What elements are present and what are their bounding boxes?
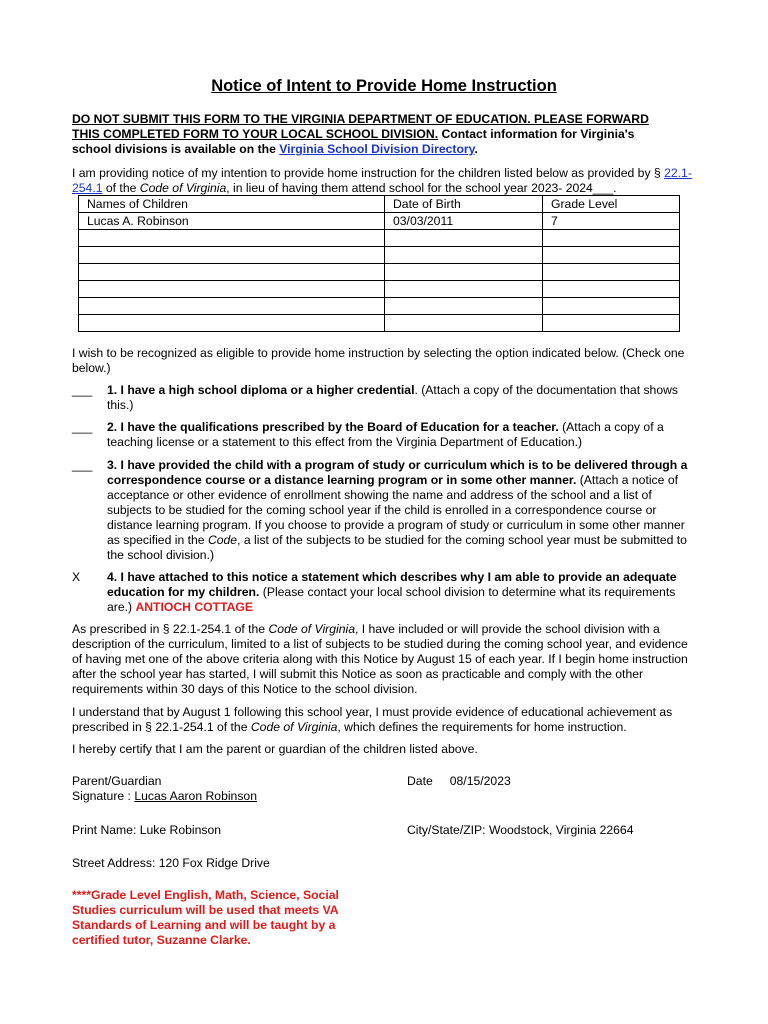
table-row <box>79 213 680 230</box>
option-2-checkmark[interactable]: ___ <box>72 420 93 434</box>
option-4-bold: 4. I have attached to this notice a statement which describes why I am able to provide an adequate education for my children. <box>107 570 677 599</box>
parent-guardian-label: Parent/Guardian <box>72 774 162 788</box>
child-grade-cell[interactable] <box>543 281 680 298</box>
option-1-bold: 1. I have a high school diploma or a higher credential <box>107 383 415 397</box>
para1-code: Code of Virginia <box>268 622 355 636</box>
header-names: Names of Children <box>79 196 385 213</box>
eligibility-instruction: I wish to be recognized as eligible to provide home instruction by selecting the option indicated below. (Check one below.) <box>72 346 685 375</box>
child-dob-cell[interactable]: 03/03/2011 <box>385 213 543 230</box>
child-dob-cell[interactable] <box>385 281 543 298</box>
curriculum-footnote: ****Grade Level English, Math, Science, Social Studies curriculum will be used that meets VA Standards of Learning and will be taught by a certified tutor, Suzanne Clarke. <box>72 888 339 947</box>
option-3-rest-b: , a list of the subjects to be studied for the coming school year must be submitted to the school division.) <box>107 533 687 562</box>
child-grade-cell[interactable] <box>543 298 680 315</box>
notice-line-3-pre: school divisions is available on the <box>72 142 280 156</box>
signature-block <box>72 774 372 804</box>
table-row <box>79 315 680 332</box>
child-name-cell[interactable] <box>79 298 385 315</box>
child-grade-cell[interactable] <box>543 264 680 281</box>
curriculum-paragraph <box>72 622 692 697</box>
date-field <box>407 774 511 789</box>
option-4-rest: (Please contact your local school division to determine what its requirements are.) <box>107 585 676 614</box>
option-2-rest: (Attach a copy of a teaching license or a statement to this effect from the Virginia Department of Education.) <box>107 420 664 449</box>
notice-line-2-rest: Contact information for Virginia's <box>438 127 635 141</box>
intro-text-3: , in lieu of having them attend school for the school year 2023- 2024___. <box>226 181 617 195</box>
child-name-cell[interactable] <box>79 281 385 298</box>
child-name-cell[interactable]: Lucas A. Robinson <box>79 213 385 230</box>
child-dob-cell[interactable] <box>385 298 543 315</box>
achievement-paragraph <box>72 705 692 735</box>
header-grade: Grade Level <box>543 196 680 213</box>
signature-line <box>72 789 372 804</box>
child-dob-cell[interactable] <box>385 230 543 247</box>
para2-b: , which defines the requirements for home instruction. <box>337 720 627 734</box>
print-name-field[interactable]: Print Name: Luke Robinson <box>72 823 222 837</box>
option-4-checkmark[interactable]: X <box>72 570 81 584</box>
table-row <box>79 247 680 264</box>
intro-text-2: of the <box>102 181 140 195</box>
option-3-rest-a: (Attach a notice of acceptance or other evidence of enrollment showing the name and address of the school and a list of subjects to be studied for the coming school year if the child is enrolled in a correspondence course or distance learning program. If you choose to provide a program of study or curriculum in some other manner as specified in the <box>107 473 685 547</box>
street-address-field[interactable]: Street Address: 120 Fox Ridge Drive <box>72 856 270 870</box>
child-grade-cell[interactable] <box>543 247 680 264</box>
notice-line-3-post: . <box>474 142 478 156</box>
para2-code: Code of Virginia <box>250 720 338 734</box>
option-2-bold: 2. I have the qualifications prescribed by the Board of Education for a teacher. <box>107 420 559 434</box>
option-3-code: Code <box>207 533 238 547</box>
date-value[interactable]: 08/15/2023 <box>449 774 511 788</box>
child-name-cell[interactable] <box>79 247 385 264</box>
option-2-text <box>107 420 697 450</box>
child-dob-cell[interactable] <box>385 315 543 332</box>
certify-statement: I hereby certify that I am the parent or guardian of the children listed above. <box>72 742 478 756</box>
child-name-cell[interactable] <box>79 315 385 332</box>
signature-label: Signature : <box>72 789 135 803</box>
option-1-checkmark[interactable]: ___ <box>72 383 93 397</box>
intro-paragraph <box>72 166 692 196</box>
child-name-cell[interactable] <box>79 264 385 281</box>
para1-b: , I have included or will provide the school division with a description of the curriculum, limited to a list of subjects to be studied during the coming school year, and evidence of having met one of the above criteria along with this Notice by August 15 of each year. If I begin home instruction after the school year has started, I will submit this Notice as soon as practicable and comply with the other requirements within 30 days of this Notice to the school division. <box>72 622 688 696</box>
option-3-checkmark[interactable]: ___ <box>72 458 93 472</box>
child-grade-cell[interactable]: 7 <box>543 213 680 230</box>
option-4-entered-note: ANTIOCH COTTAGE <box>135 600 254 614</box>
para2-a: I understand that by August 1 following this school year, I must provide evidence of educational achievement as prescribed in § 22.1-254.1 of the <box>72 705 673 734</box>
option-3-text <box>107 458 697 563</box>
option-3-bold: 3. I have provided the child with a program of study or curriculum which is to be delivered through a correspondence course or a distance learning program or in some other manner. <box>107 458 688 487</box>
table-header-row <box>79 196 680 213</box>
header-dob: Date of Birth <box>385 196 543 213</box>
table-row <box>79 298 680 315</box>
child-name-cell[interactable] <box>79 230 385 247</box>
option-4-text <box>107 570 697 615</box>
code-name: Code of Virginia <box>139 181 227 195</box>
division-directory-link[interactable]: Virginia School Division Directory <box>279 142 475 156</box>
child-dob-cell[interactable] <box>385 264 543 281</box>
city-state-zip-field[interactable]: City/State/ZIP: Woodstock, Virginia 22664 <box>407 823 634 837</box>
child-grade-cell[interactable] <box>543 230 680 247</box>
notice-line-1: DO NOT SUBMIT THIS FORM TO THE VIRGINIA DEPARTMENT OF EDUCATION. PLEASE FORWARD <box>72 112 649 126</box>
children-table <box>78 195 680 332</box>
table-row <box>79 264 680 281</box>
table-row <box>79 281 680 298</box>
page-title: Notice of Intent to Provide Home Instruction <box>211 77 557 95</box>
date-label: Date <box>407 774 433 788</box>
submission-notice <box>72 112 704 157</box>
child-dob-cell[interactable] <box>385 247 543 264</box>
table-row <box>79 230 680 247</box>
notice-line-3 <box>72 142 704 157</box>
child-grade-cell[interactable] <box>543 315 680 332</box>
notice-line-2 <box>72 127 704 142</box>
code-section-link[interactable]: 22.1-254.1 <box>72 166 692 195</box>
notice-line-2-underlined: THIS COMPLETED FORM TO YOUR LOCAL SCHOOL DIVISION. <box>72 127 439 141</box>
option-1-rest: . (Attach a copy of the documentation that shows this.) <box>107 383 679 412</box>
signature-value[interactable]: Lucas Aaron Robinson <box>134 789 257 803</box>
para1-a: As prescribed in § 22.1-254.1 of the <box>72 622 269 636</box>
option-1-text <box>107 383 697 413</box>
intro-text-1: I am providing notice of my intention to provide home instruction for the children listed below as provided by § <box>72 166 665 180</box>
